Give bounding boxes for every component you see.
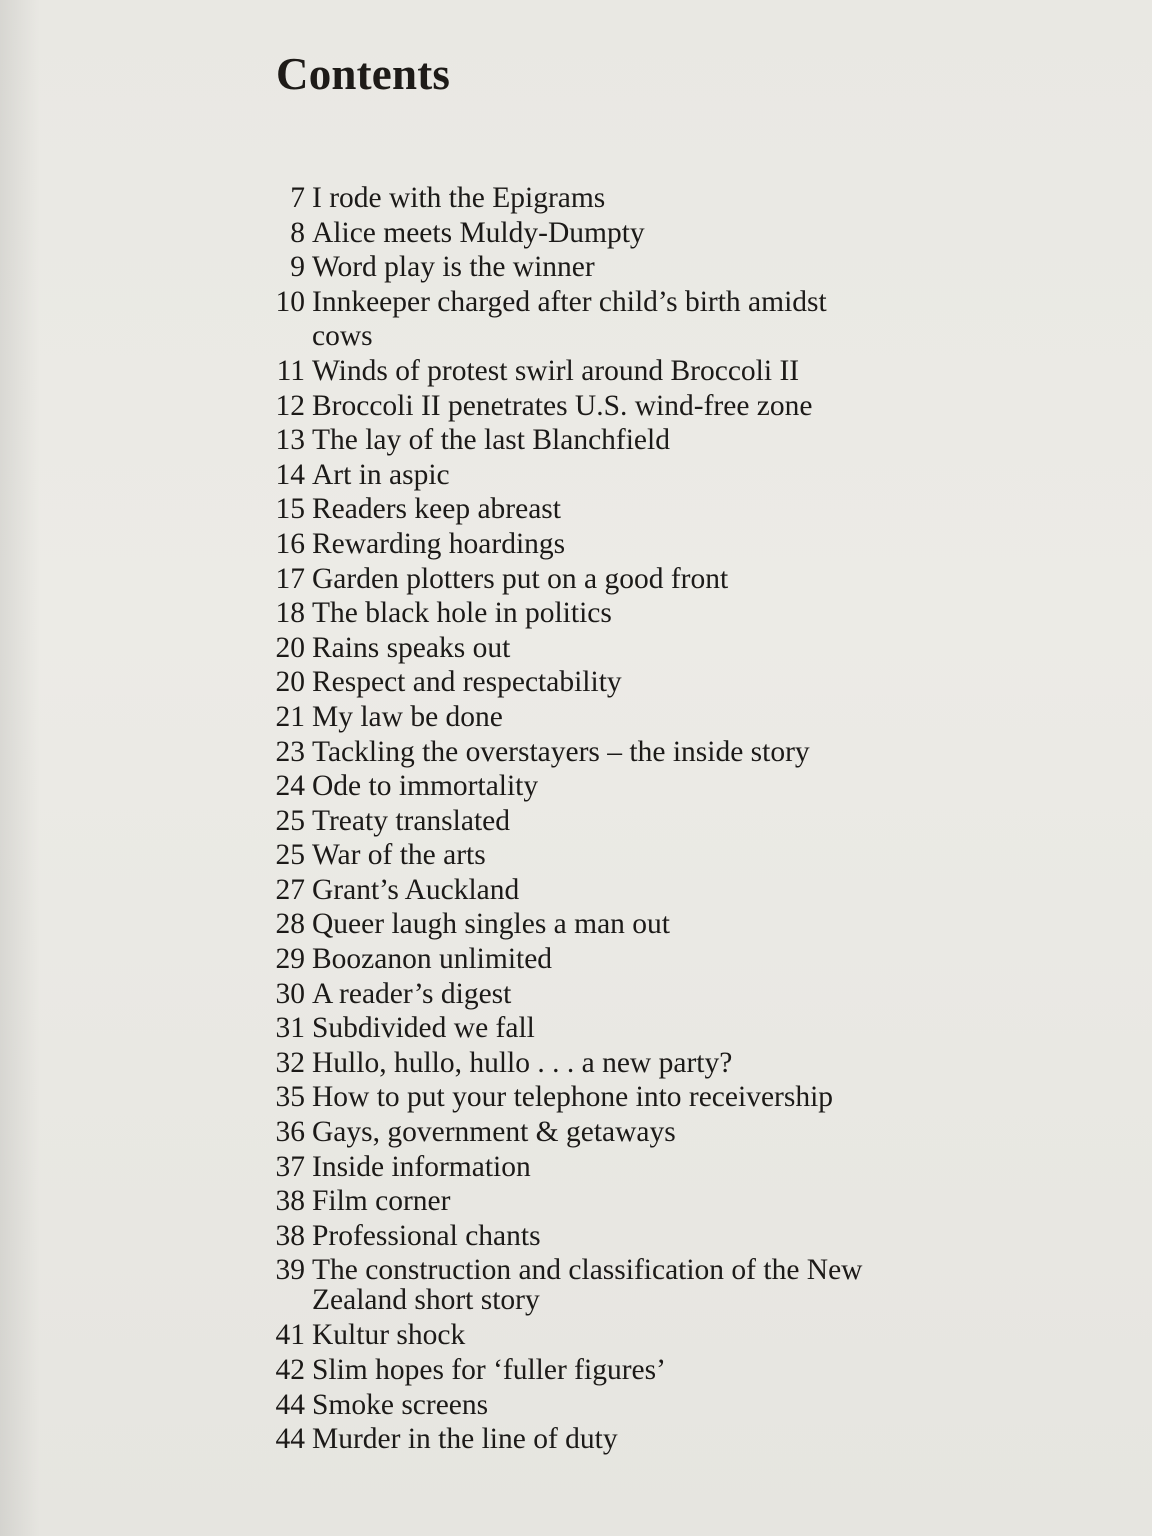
entry-title: I rode with the Epigrams <box>312 182 606 214</box>
entry-title: Smoke screens <box>312 1388 489 1421</box>
page-title: Contents <box>276 49 451 99</box>
entry-page-number: 8 <box>290 216 305 249</box>
entry-page-number: 21 <box>275 700 305 733</box>
contents-entry <box>0 354 1152 389</box>
entry-page-number: 44 <box>275 1423 305 1456</box>
entry-title: The black hole in politics <box>312 597 612 630</box>
entry-page-number: 7 <box>290 182 305 214</box>
entry-page-number: 11 <box>276 354 305 387</box>
entry-page-number: 18 <box>275 597 305 630</box>
entry-page-number: 24 <box>275 770 305 803</box>
entry-title: Slim hopes for ‘fuller figures’ <box>312 1354 666 1386</box>
contents-entry <box>0 1219 1152 1254</box>
entry-page-number: 37 <box>275 1150 305 1183</box>
contents-entry <box>0 389 1152 424</box>
contents-entry <box>0 250 1152 285</box>
entry-title: Boozanon unlimited <box>312 943 553 976</box>
contents-entry <box>0 285 1152 354</box>
entry-page-number: 14 <box>275 458 305 491</box>
entry-page-number: 38 <box>275 1219 305 1252</box>
contents-entry <box>0 700 1152 735</box>
entry-title: Rains speaks out <box>312 631 511 664</box>
entry-title: Readers keep abreast <box>312 493 561 526</box>
contents-entry <box>0 977 1152 1012</box>
entry-page-number: 13 <box>275 424 305 457</box>
contents-list <box>0 181 1152 1457</box>
entry-page-number: 35 <box>275 1081 305 1114</box>
contents-entry <box>0 1388 1152 1423</box>
entry-page-number: 27 <box>275 873 305 906</box>
contents-entry <box>0 907 1152 942</box>
entry-page-number: 39 <box>275 1254 305 1287</box>
contents-entry <box>0 665 1152 700</box>
entry-title: The construction and classification of the New Zealand short story <box>312 1254 863 1317</box>
entry-page-number: 41 <box>275 1319 305 1352</box>
entry-page-number: 20 <box>275 631 305 664</box>
entry-title: Queer laugh singles a man out <box>312 908 671 941</box>
entry-page-number: 29 <box>275 943 305 976</box>
entry-page-number: 25 <box>275 839 305 872</box>
entry-page-number: 44 <box>275 1388 305 1421</box>
contents-entry <box>0 1080 1152 1115</box>
entry-title: Subdivided we fall <box>312 1012 535 1045</box>
contents-entry <box>0 216 1152 251</box>
contents-entry <box>0 1115 1152 1150</box>
contents-entry <box>0 1255 1152 1315</box>
entry-title: The lay of the last Blanchfield <box>312 424 670 457</box>
entry-page-number: 16 <box>275 527 305 560</box>
entry-title: Kultur shock <box>312 1319 466 1352</box>
entry-title: Alice meets Muldy-Dumpty <box>312 216 645 249</box>
entry-title: Treaty translated <box>312 804 510 837</box>
entry-title: Ode to immortality <box>312 770 539 803</box>
contents-entry <box>0 1150 1152 1185</box>
contents-entry <box>0 942 1152 977</box>
contents-entry <box>0 527 1152 562</box>
entry-title: Inside information <box>312 1150 531 1183</box>
entry-page-number: 42 <box>275 1354 305 1386</box>
entry-title: Professional chants <box>312 1219 541 1252</box>
entry-title: Hullo, hullo, hullo . . . a new party? <box>312 1046 733 1079</box>
entry-title: Rewarding hoardings <box>312 527 566 560</box>
entry-page-number: 32 <box>275 1046 305 1079</box>
contents-entry <box>0 423 1152 458</box>
contents-entry <box>0 873 1152 908</box>
contents-entry <box>0 181 1152 216</box>
entry-page-number: 25 <box>275 804 305 837</box>
contents-entry <box>0 492 1152 527</box>
entry-title: How to put your telephone into receivership <box>312 1081 834 1114</box>
entry-title: Murder in the line of duty <box>312 1423 618 1456</box>
entry-title: Art in aspic <box>312 458 450 491</box>
contents-entry <box>0 1422 1152 1457</box>
contents-entry <box>0 735 1152 770</box>
entry-page-number: 12 <box>275 389 305 422</box>
entry-page-number: 23 <box>275 735 305 768</box>
entry-page-number: 10 <box>275 285 305 318</box>
contents-entry <box>0 458 1152 493</box>
entry-title: Respect and respectability <box>312 666 622 699</box>
entry-title: Innkeeper charged after child’s birth amidst cows <box>312 285 827 353</box>
contents-entry <box>0 1318 1152 1353</box>
entry-title: My law be done <box>312 700 503 733</box>
entry-title: Grant’s Auckland <box>312 873 520 906</box>
contents-entry <box>0 769 1152 804</box>
entry-title: Word play is the winner <box>312 251 595 284</box>
contents-entry <box>0 1011 1152 1046</box>
entry-title: Gays, government & getaways <box>312 1116 676 1149</box>
contents-entry <box>0 562 1152 597</box>
entry-title: War of the arts <box>312 839 486 872</box>
contents-entry <box>0 1184 1152 1219</box>
entry-page-number: 17 <box>275 562 305 595</box>
contents-entry <box>0 1353 1152 1388</box>
entry-page-number: 38 <box>275 1185 305 1218</box>
entry-title: Broccoli II penetrates U.S. wind-free zone <box>312 389 813 422</box>
contents-entry <box>0 838 1152 873</box>
entry-page-number: 31 <box>275 1012 305 1045</box>
entry-title: A reader’s digest <box>312 977 512 1010</box>
entry-page-number: 36 <box>275 1116 305 1149</box>
contents-entry <box>0 804 1152 839</box>
contents-entry <box>0 596 1152 631</box>
contents-entry <box>0 1046 1152 1081</box>
entry-title: Garden plotters put on a good front <box>312 562 729 595</box>
entry-page-number: 9 <box>290 251 305 284</box>
entry-page-number: 15 <box>275 493 305 526</box>
entry-title: Film corner <box>312 1185 451 1218</box>
entry-page-number: 30 <box>275 977 305 1010</box>
entry-page-number: 20 <box>275 666 305 699</box>
entry-title: Winds of protest swirl around Broccoli II <box>312 354 800 387</box>
entry-title: Tackling the overstayers – the inside story <box>312 735 810 768</box>
entry-page-number: 28 <box>275 908 305 941</box>
contents-entry <box>0 631 1152 666</box>
